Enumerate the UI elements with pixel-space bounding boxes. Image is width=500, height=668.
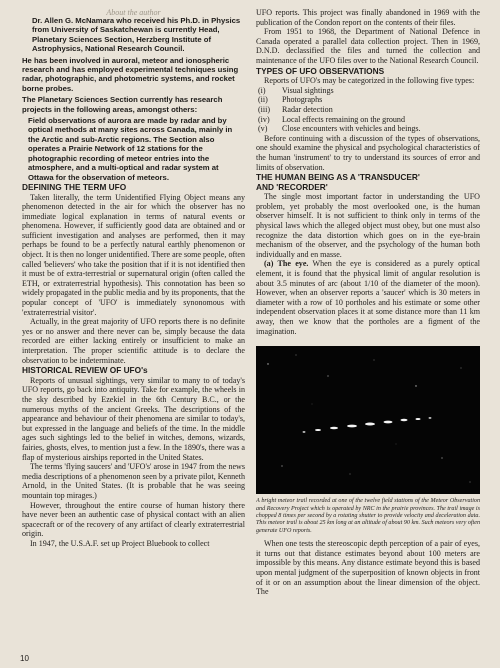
author-bio: He has been involved in auroral, meteor and ionospheric research and has employed experimental techniques using radar, photographic, and photometric systems, and rocket borne probes. <box>22 55 239 93</box>
list-item-text: Close encounters with vehicles and beings. <box>282 124 421 134</box>
paragraph-human-observer: The single most important factor in understanding the UFO problem, yet probably the most overlooked one, is the human observer himself. It is not sufficient to think only in terms of the physical laws which the alleged object must obey, but one must also recognize the data distortion which goes on in the eye-brain mechanism of the observer, and the psychology of the human both individually and en masse. <box>256 192 480 259</box>
heading-defining-ufo: DEFINING THE TERM UFO <box>22 181 127 192</box>
heading-types-of-observations: TYPES OF UFO OBSERVATIONS <box>256 65 385 76</box>
list-item <box>256 124 480 134</box>
left-column <box>22 8 245 548</box>
heading-line-1: THE HUMAN BEING AS A 'TRANSDUCER' <box>256 172 420 183</box>
list-item <box>256 86 480 96</box>
list-item-number: (ii) <box>258 95 268 105</box>
meteor-trail-photo <box>256 346 480 494</box>
list-item-text: Radar detection <box>282 104 333 114</box>
paragraph-types-intro: Reports of UFO's may be categorized in the following five types: <box>264 76 475 86</box>
paragraph-dnd: From 1951 to 1968, the Department of National Defence in Canada operated a parallel data collection project. Then in 1969, D.N.D. declassified the files and turned the collection and maintenance of the UFO files over to the National Research Council. <box>256 27 480 65</box>
heading-line-2: AND 'RECORDER' <box>256 181 328 192</box>
heading-historical-review: HISTORICAL REVIEW OF UFO's <box>22 365 148 376</box>
paragraph-history-1: Reports of unusual sightings, very similar to many to of today's UFO reports, go back into antiquity. Take for example, the wheels in the sky described by Ezekiel in the 6th Century B.C., or the numerous myths of the ancient Greeks. The descriptions of the appearance and behaviour of their phenomena are similar to today's, but expressed in the language and beliefs of the time. In the middle ages such sightings led to the belief in witches, demons, wizards, fairies, ghosts, elves, to mention just a few. In the 1890's, there was a flap of mysterious airships reported in the United States. <box>22 375 245 462</box>
paragraph-the-eye <box>256 259 480 336</box>
section-programs-intro: The Planetary Sciences Section currently has research projects in the following areas, amongst others: <box>22 95 223 114</box>
paragraph-history-2: The terms 'flying saucers' and 'UFO's' arose in 1947 from the news media descriptions of a phenomenon seen by a private pilot, Kenneth Arnold, in the United States. (It is probable that he was seeing mountain top mirages.) <box>22 462 245 500</box>
list-item-number: (v) <box>258 124 268 134</box>
the-eye-text: When the eye is considered as a purely optical element, it is found that the physical limit of angular resolution is about 3.5 minutes of arc (about 1/10 of the diameter of the moon). However, when an observer reports a 'saucer' which is 30 meters in diameter with a row of 10 portholes and his estimate or some other independent observation places it at some distance more than 11 km away, then we know that the portholes are a figment of the imagination. <box>256 259 480 336</box>
page-number: 10 <box>20 654 29 663</box>
section-programs-text: Field observations of aurora are made by radar and by optical methods at many sites across Canada, mainly in the Arctic and sub-Arctic regions. The Section also operates a Prairie Network of 12 stations for the photographic recording of meteor entries into the atmosphere, and a multi-optical and radar system at Ottawa for the observation of meteors. <box>28 116 233 182</box>
list-item-text: Local effects remaining on the ground <box>282 114 405 124</box>
paragraph-before-continuing: Before continuing with a discussion of the types of observations, one should examine the physical and psychological characteristics of the human 'instrument' to try to understand its sources of error and limits of observation. <box>256 133 480 172</box>
list-item <box>256 95 480 105</box>
list-item-number: (iii) <box>258 104 271 114</box>
paragraph-history-3: However, throughout the entire course of human history there have never been an authentic case of physical contact with an alien spacecraft or of the recovery of any artifact of clearly extraterrestrial origin. <box>22 500 245 539</box>
author-affiliation: Dr. Allen G. McNamara who received his Ph.D. in Physics from University of Saskatchewan is currently Head, Planetary Sciences Section, Herzberg Institute of Astrophysics, National Research Council. <box>32 16 241 54</box>
paragraph-defining-2: Actually, in the great majority of UFO reports there is no definite yes or no answer and there never can be, simply because the data recorded are either lacking entirely or insufficient to make an interpretation. The proper scientific attitude is to declare the observation to be indeterminate. <box>22 317 245 365</box>
types-list <box>256 86 480 134</box>
list-item-text: Photographs <box>282 95 323 105</box>
about-author-heading: About the author <box>106 8 161 17</box>
the-eye-lead: (a) The eye. <box>264 259 309 269</box>
list-item-text: Visual sightings <box>282 85 334 95</box>
paragraph-defining-1: Taken literally, the term Unidentified Flying Object means any phenomenon detected in the air for which the observer has no immediate logical explanation in terms of natural events or phenomena. However, if sufficiently good data are obtained and or sufficient investigation and analyses are performed, then it may perhaps be found to be a perfectly natural earthly phenomenon or object. It is then no longer unidentified. There are some people, often called 'believers' who take the position that if it is not identified then it must be of extra-terrestrial or supernatural origin (often called the ETH, or extraterrestrial hypothesis). This connotation has been so widely propagated in the public media and by its proponents, that the popular concept of 'UFO' is immediately synonomous with 'extraterrestrial visitor'. <box>22 192 245 317</box>
list-item <box>256 105 480 115</box>
heading-human-transducer <box>256 173 480 192</box>
photo-caption: A bright meteor trail recorded at one of the twelve field stations of the Meteor Observation and Recovery Project which is operated by NRC in the prairie provinces. The trail image is chopped 8 times per second by a rotating shutter to provide velocity and deceleration data. This meteor trail is about 25 km long at an altitude of about 90 km. Such meteors very often generate UFO reports. <box>256 498 480 534</box>
meteor-trail-image <box>256 346 480 494</box>
paragraph-bluebook-continued: UFO reports. This project was finally abandoned in 1969 with the publication of the Condon report on the contents of their files. <box>256 8 480 27</box>
list-item-number: (iv) <box>258 114 270 124</box>
list-item <box>256 115 480 125</box>
list-item-number: (i) <box>258 85 266 95</box>
paragraph-stereoscopic: When one tests the stereoscopic depth perception of a pair of eyes, it turns out that distance estimates beyond about 100 meters are impossible by this means. Any distance estimate beyond this is based upon mental judgment of the superposition of known objects in front of it or on an assumption about the linear dimension of the object. The <box>256 539 480 597</box>
paragraph-history-4: In 1947, the U.S.A.F. set up Project Bluebook to collect <box>30 538 210 548</box>
right-column <box>256 8 480 597</box>
